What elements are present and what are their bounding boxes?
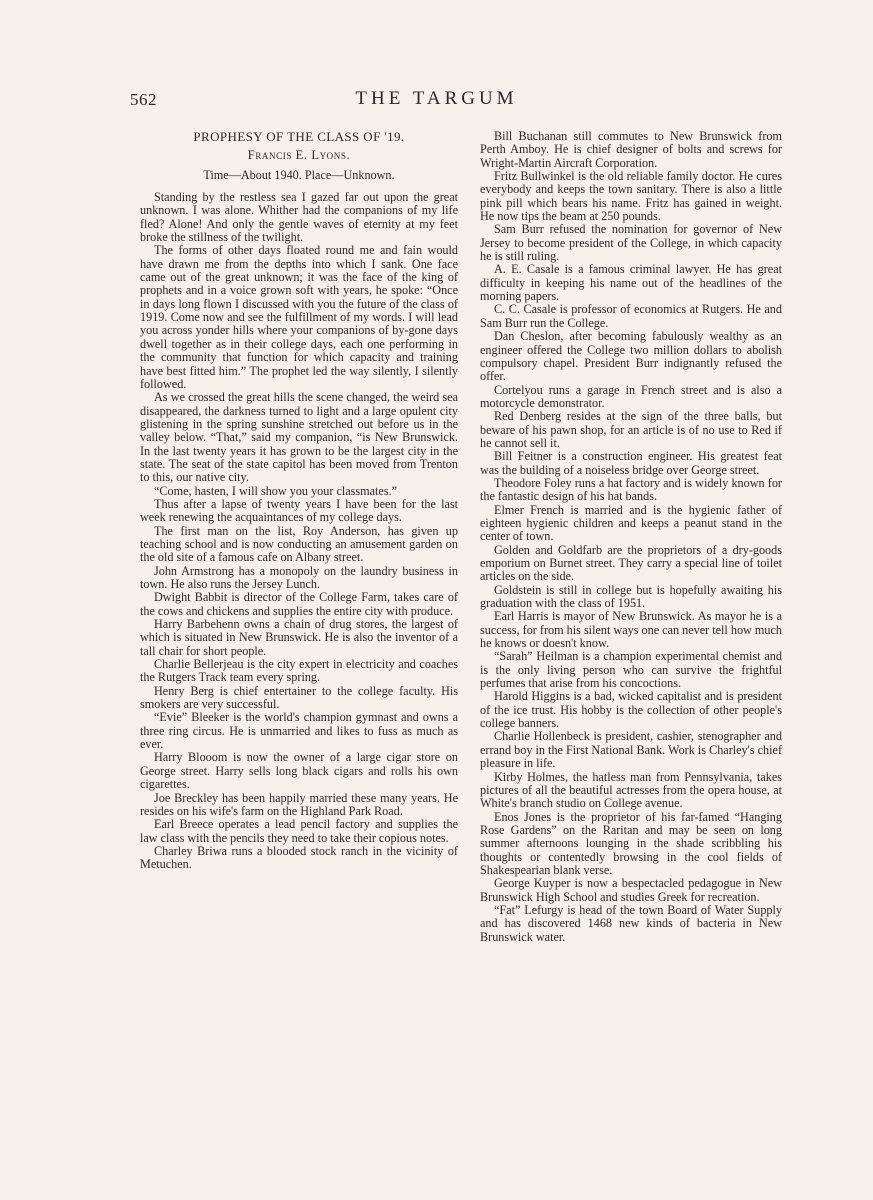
paragraph: The first man on the list, Roy Anderson, has given up teaching school and is now conducting an amusement garden on the old site of a famous cafe on Albany street. xyxy=(140,523,458,565)
paragraph: Dan Cheslon, after becoming fabulously wealthy as an engineer offered the College two million dollars to abolish compulsory chapel. President Burr indignantly refused the offer. xyxy=(480,329,782,384)
paragraph: “Come, hasten, I will show you your classmates.” xyxy=(154,483,398,498)
paragraph: Harold Higgins is a bad, wicked capitalist and is president of the ice trust. His hobby is the collection of other people's college banners. xyxy=(480,689,782,731)
paragraph: Golden and Goldfarb are the proprietors of a dry-goods emporium on Burnet street. They carry a special line of toilet articles on the side. xyxy=(480,542,782,584)
paragraph: “Sarah” Heilman is a champion experimental chemist and is the only living person who can survive the frightful perfumes that arise from his concoctions. xyxy=(480,649,782,691)
right-column xyxy=(480,130,782,944)
paragraph: Dwight Babbit is director of the College Farm, takes care of the cows and chickens and supplies the entire city with produce. xyxy=(140,590,458,618)
paragraph: Elmer French is married and is the hygienic father of eighteen hygienic children and keeps a peanut stand in the center of town. xyxy=(480,502,782,544)
paragraph: Enos Jones is the proprietor of his far-famed “Hanging Rose Gardens” on the Raritan and may be seen on long summer afternoons lounging in the shade scribbling his thoughts or contentedly browsing in the cool fields of Shakespearian blank verse. xyxy=(480,809,782,877)
paragraph: Thus after a lapse of twenty years I have been for the last week renewing the acquaintances of my college days. xyxy=(140,496,458,525)
running-head: THE TARGUM xyxy=(355,88,518,109)
paragraph: Standing by the restless sea I gazed far out upon the great unknown. I was alone. Whither had the companions of my life fled? Alone! And only the gentle waves of eternity at my feet broke the stillness of the twilight. xyxy=(140,190,458,245)
paragraph: Fritz Bullwinkel is the old reliable family doctor. He cures everybody and keeps the town sanitary. There is also a little pink pill which bears his name. Fritz has gained in weight. He now tips the beam at 250 pounds. xyxy=(480,169,782,224)
paragraph: Charley Briwa runs a blooded stock ranch in the vicinity of Metuchen. xyxy=(140,843,458,872)
paragraph: Joe Breckley has been happily married these many years. He resides on his wife's farm on the Highland Park Road. xyxy=(140,790,458,818)
paragraph: “Evie” Bleeker is the world's champion gymnast and owns a three ring circus. He is unmarried and likes to fuss as much as ever. xyxy=(140,710,458,752)
paragraph: Red Denberg resides at the sign of the three balls, but beware of his pawn shop, for an article is of no use to Red if he cannot sell it. xyxy=(480,409,782,450)
paragraph: Harry Barbehenn owns a chain of drug stores, the largest of which is situated in New Brunswick. He is also the inventor of a tall chair for short people. xyxy=(140,617,458,658)
paragraph: Henry Berg is chief entertainer to the college faculty. His smokers are very successful. xyxy=(140,683,458,712)
page-number: 562 xyxy=(130,90,157,109)
left-column xyxy=(140,130,458,872)
paragraph: As we crossed the great hills the scene changed, the weird sea disappeared, the darkness turned to light and a large opulent city glistening in the spring sunshine stretched out before us in the valley below. “That,” said my companion, “is New Brunswick. In the last twenty years it has grown to be the largest city in the state. The seat of the state capitol has been moved from Trenton to this, our native city. xyxy=(140,390,458,485)
paragraph: Bill Buchanan still commutes to New Brunswick from Perth Amboy. He is chief designer of bolts and screws for Wright-Martin Aircraft Corporation. xyxy=(480,129,782,170)
paragraph: Bill Feitner is a construction engineer. His greatest feat was the building of a noiseless bridge over George street. xyxy=(480,449,782,477)
paragraph: Goldstein is still in college but is hopefully awaiting his graduation with the class of 1951. xyxy=(480,582,782,611)
paragraph: Theodore Foley runs a hat factory and is widely known for the fantastic design of his hat bands. xyxy=(480,475,782,504)
paragraph: Earl Harris is mayor of New Brunswick. As mayor he is a success, for from his silent ways one can never tell how much he knows or doesn't know. xyxy=(480,609,782,651)
paragraph: Charlie Bellerjeau is the city expert in electricity and coaches the Rutgers Track team every spring. xyxy=(140,657,458,685)
paragraph: Earl Breece operates a lead pencil factory and supplies the law class with the pencils they need to take their copious notes. xyxy=(140,817,458,845)
paragraph: A. E. Casale is a famous criminal lawyer. He has great difficulty in keeping his name out of the headlines of the morning papers. xyxy=(480,262,782,304)
paragraph: Harry Blooom is now the owner of a large cigar store on George street. Harry sells long black cigars and rolls his own cigarettes. xyxy=(140,750,458,792)
paragraph: Sam Burr refused the nomination for governor of New Jersey to become president of the College, in which capacity he is still ruling. xyxy=(480,222,782,264)
paragraph: George Kuyper is now a bespectacled pedagogue in New Brunswick High School and studies Greek for recreation. xyxy=(480,876,782,904)
paragraph: The forms of other days floated round me and fain would have drawn me from the depths into which I sank. One face came out of the great unknown; it was the face of the king of prophets and in a voice grown soft with years, he spoke: “Once in days long flown I discussed with you the future of the class of 1919. Come now and see the fulfillment of my words. I will lead you across yonder hills where your companions of by-gone days dwell together as in their college days, each one performing in the community that function for which capacity and training have best fitted him.” The prophet led the way silently, I silently followed. xyxy=(140,243,458,391)
paragraph: C. C. Casale is professor of economics at Rutgers. He and Sam Burr run the College. xyxy=(480,302,782,330)
paragraph: Cortelyou runs a garage in French street and is also a motorcycle demonstrator. xyxy=(480,382,782,410)
paragraph: Charlie Hollenbeck is president, cashier, stenographer and errand boy in the First National Bank. Work is Charley's chief pleasure in life. xyxy=(480,729,782,771)
article-title: PROPHESY OF THE CLASS OF '19. xyxy=(193,129,405,144)
paragraph: “Fat” Lefurgy is head of the town Board of Water Supply and has discovered 1468 new kinds of bacteria in New Brunswick water. xyxy=(480,902,782,944)
paragraph: Kirby Holmes, the hatless man from Pennsylvania, takes pictures of all the beautiful actresses from the opera house, at White's branch studio on College avenue. xyxy=(480,769,782,811)
article-author: Francis E. Lyons. xyxy=(247,148,351,163)
article-time-place: Time—About 1940. Place—Unknown. xyxy=(203,167,395,182)
paragraph: John Armstrong has a monopoly on the laundry business in town. He also runs the Jersey Lunch. xyxy=(140,563,458,591)
